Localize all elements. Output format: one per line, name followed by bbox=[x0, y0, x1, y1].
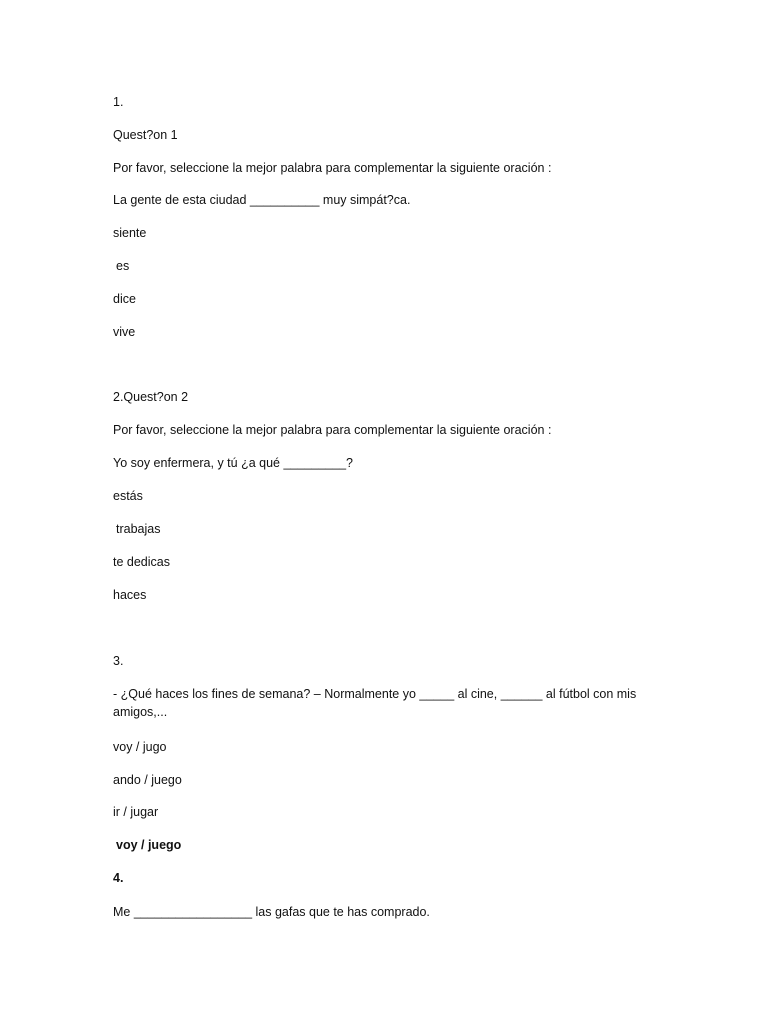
question-1-option: es bbox=[116, 259, 130, 273]
question-3-number: 3. bbox=[113, 654, 124, 668]
question-3-option: voy / juego bbox=[116, 838, 182, 852]
question-2-option: haces bbox=[113, 588, 147, 602]
question-3-option: ir / jugar bbox=[113, 805, 159, 819]
question-3-option: ando / juego bbox=[113, 773, 182, 787]
question-1-prompt: Por favor, seleccione la mejor palabra para complementar la siguiente oración : bbox=[113, 161, 552, 175]
question-3-option: voy / jugo bbox=[113, 740, 167, 754]
question-3-sentence: - ¿Qué haces los fines de semana? – Normalmente yo _____ al cine, ______ al fútbol con mis amigos,... bbox=[113, 687, 637, 719]
question-1-title: Quest?on 1 bbox=[113, 128, 178, 142]
question-4-sentence: Me _________________ las gafas que te has comprado. bbox=[113, 905, 430, 919]
question-4-number: 4. bbox=[113, 871, 124, 885]
question-2-sentence: Yo soy enfermera, y tú ¿a qué _________? bbox=[113, 456, 353, 470]
question-2-title: 2.Quest?on 2 bbox=[113, 390, 189, 404]
question-2-option: estás bbox=[113, 489, 143, 503]
question-2-option: te dedicas bbox=[113, 555, 170, 569]
question-1-option: vive bbox=[113, 325, 136, 339]
question-2-option: trabajas bbox=[116, 522, 161, 536]
question-1-option: siente bbox=[113, 226, 147, 240]
question-1-number: 1. bbox=[113, 95, 124, 109]
question-1-sentence: La gente de esta ciudad __________ muy simpát?ca. bbox=[113, 193, 411, 207]
question-1-option: dice bbox=[113, 292, 136, 306]
question-2-prompt: Por favor, seleccione la mejor palabra para complementar la siguiente oración : bbox=[113, 423, 552, 437]
